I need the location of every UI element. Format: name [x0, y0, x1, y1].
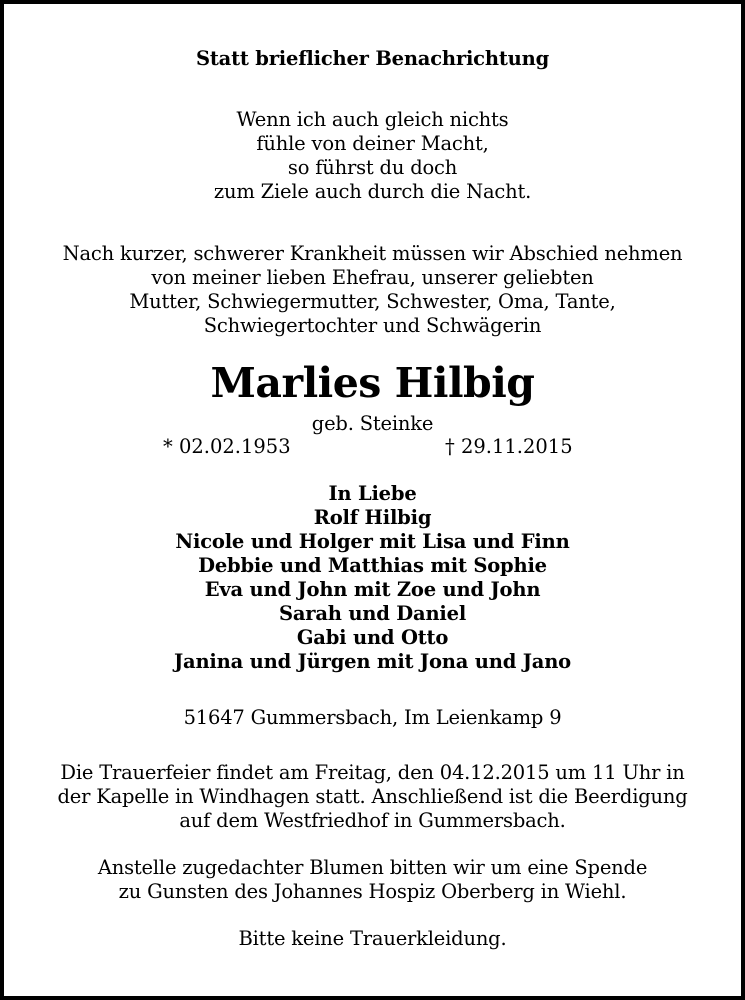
closing-line: Bitte keine Trauerkleidung. [238, 927, 507, 950]
mourner-line: Gabi und Otto [296, 626, 449, 649]
header-line: Statt brieflicher Benachrichtung [195, 47, 550, 70]
mourner-line: Sarah und Daniel [278, 602, 467, 625]
donation-line: zu Gunsten des Johannes Hospiz Oberberg in Wiehl. [118, 880, 627, 903]
poem-line: fühle von deiner Macht, [256, 132, 489, 155]
mourner-line: Debbie und Matthias mit Sophie [198, 554, 547, 577]
address-line: 51647 Gummersbach, Im Leienkamp 9 [183, 706, 562, 729]
mourner-line: Nicole und Holger mit Lisa und Finn [175, 530, 570, 553]
service-line: Die Trauerfeier findet am Freitag, den 04.12.2015 um 11 Uhr in [60, 761, 685, 784]
poem-line: so führst du doch [287, 156, 458, 179]
announcement-line: Mutter, Schwiegermutter, Schwester, Oma, Tante, [129, 290, 616, 313]
deceased-name: Marlies Hilbig [210, 359, 535, 407]
announcement-line: Nach kurzer, schwerer Krankheit müssen wir Abschied nehmen [62, 242, 683, 265]
mourner-line: Rolf Hilbig [313, 506, 432, 529]
donation-line: Anstelle zugedachter Blumen bitten wir um eine Spende [97, 856, 648, 879]
poem-line: Wenn ich auch gleich nichts [236, 108, 509, 131]
poem-line: zum Ziele auch durch die Nacht. [213, 180, 532, 203]
service-line: auf dem Westfriedhof in Gummersbach. [179, 809, 566, 832]
service-line: der Kapelle in Windhagen statt. Anschließend ist die Beerdigung [57, 785, 688, 808]
mourner-line: Janina und Jürgen mit Jona und Jano [173, 650, 571, 673]
birth-name: geb. Steinke [311, 412, 434, 435]
mourner-line: In Liebe [328, 482, 417, 505]
mourner-line: Eva und John mit Zoe und John [204, 578, 541, 601]
announcement-line: Schwiegertochter und Schwägerin [203, 314, 542, 337]
birth-date: * 02.02.1953 [163, 435, 291, 458]
announcement-line: von meiner lieben Ehefrau, unserer geliebten [151, 266, 594, 289]
death-date: † 29.11.2015 [445, 435, 573, 458]
